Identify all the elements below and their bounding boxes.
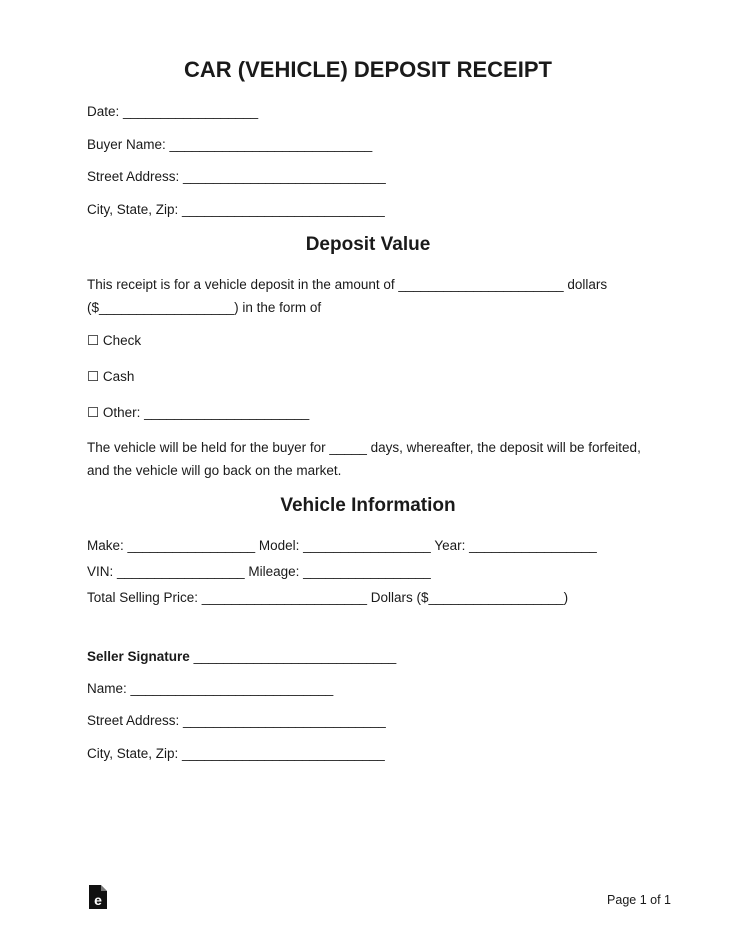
total-selling-price-row[interactable]: Total Selling Price: ______________________ Dollars ($__________________) <box>87 590 569 605</box>
vin-mileage-row[interactable]: VIN: _________________ Mileage: _________________ <box>87 564 431 579</box>
eforms-logo-icon <box>89 885 107 909</box>
hold-period-line[interactable]: The vehicle will be held for the buyer for _____ days, whereafter, the deposit will be forfeited, <box>87 440 641 455</box>
option-check-label: Check <box>102 333 142 348</box>
checkbox-icon[interactable]: ☐ <box>87 369 100 384</box>
seller-street-address-field[interactable]: Street Address: ___________________________ <box>87 713 386 728</box>
deposit-dollar-line[interactable]: ($__________________) in the form of <box>87 300 322 315</box>
option-other[interactable] <box>87 405 309 421</box>
svg-text:e: e <box>94 892 102 908</box>
seller-city-state-zip-field[interactable]: City, State, Zip: ___________________________ <box>87 746 385 761</box>
buyer-name-field[interactable]: Buyer Name: ___________________________ <box>87 137 373 152</box>
document-title: CAR (VEHICLE) DEPOSIT RECEIPT <box>184 57 552 82</box>
seller-signature-label: Seller Signature <box>87 649 190 664</box>
deposit-value-heading: Deposit Value <box>305 234 431 255</box>
hold-period-line-2: and the vehicle will go back on the market. <box>87 463 342 478</box>
seller-signature-field[interactable] <box>87 649 396 665</box>
page-number: Page 1 of 1 <box>607 893 671 907</box>
deposit-amount-line[interactable]: This receipt is for a vehicle deposit in the amount of ______________________ dollars <box>87 277 608 292</box>
vehicle-information-heading: Vehicle Information <box>280 495 456 516</box>
option-cash[interactable] <box>87 369 134 385</box>
option-cash-label: Cash <box>102 369 135 384</box>
option-other-label[interactable]: Other: ______________________ <box>102 405 310 420</box>
seller-signature-line[interactable]: ___________________________ <box>193 649 397 664</box>
checkbox-icon[interactable]: ☐ <box>87 333 100 348</box>
seller-name-field[interactable]: Name: ___________________________ <box>87 681 334 696</box>
date-field[interactable]: Date: __________________ <box>87 104 259 119</box>
buyer-city-state-zip-field[interactable]: City, State, Zip: ___________________________ <box>87 202 385 217</box>
checkbox-icon[interactable]: ☐ <box>87 405 100 420</box>
buyer-street-address-field[interactable]: Street Address: ___________________________ <box>87 169 386 184</box>
option-check[interactable] <box>87 333 141 349</box>
make-model-year-row[interactable]: Make: _________________ Model: _________________ Year: _________________ <box>87 538 597 553</box>
